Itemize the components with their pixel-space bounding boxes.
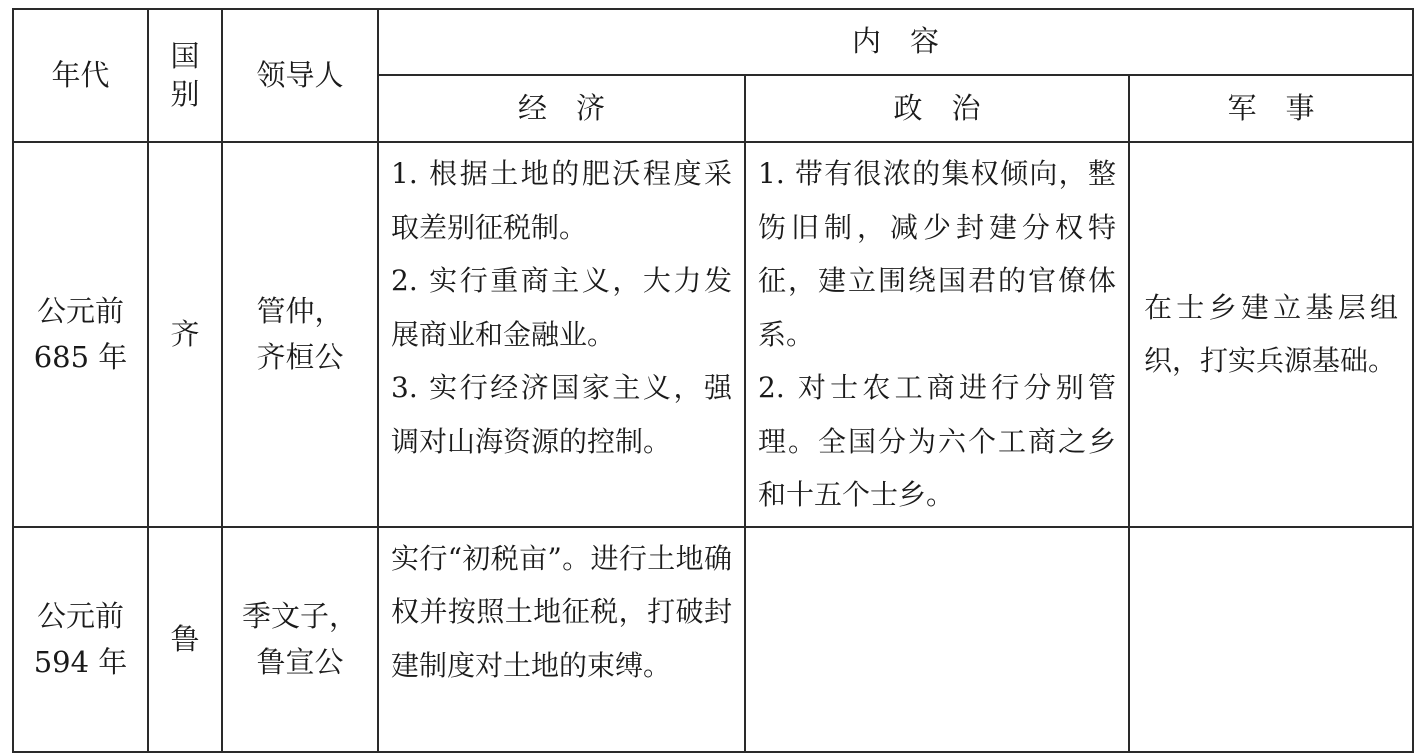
military-cell xyxy=(1129,527,1413,752)
era-line2: 685 年 xyxy=(33,340,128,375)
politics-cell xyxy=(745,527,1129,752)
leader-line1: 管仲， xyxy=(256,293,344,328)
era-line1: 公元前 xyxy=(36,293,124,328)
header-military: 军 事 xyxy=(1129,75,1413,142)
state-cell: 齐 xyxy=(148,142,222,527)
leader-cell xyxy=(222,527,378,752)
table-row xyxy=(13,527,1413,752)
economy-item: 2. 实行重商主义，大力发展商业和金融业。 xyxy=(391,264,732,351)
header-economy: 经 济 xyxy=(378,75,745,142)
leader-line1: 季文子， xyxy=(241,598,358,633)
header-leader: 领导人 xyxy=(222,9,378,142)
leader-line2: 齐桓公 xyxy=(256,340,344,375)
era-cell xyxy=(13,527,148,752)
military-cell: 在士乡建立基层组织，打实兵源基础。 xyxy=(1129,142,1413,527)
state-cell: 鲁 xyxy=(148,527,222,752)
era-line2: 594 年 xyxy=(33,645,128,679)
header-state xyxy=(148,9,222,142)
economy-item: 1. 根据土地的肥沃程度采取差别征税制。 xyxy=(391,157,732,244)
table-row xyxy=(13,142,1413,527)
header-state-line1: 国 xyxy=(170,38,200,73)
header-state-line2: 别 xyxy=(170,76,200,111)
economy-item: 实行“初税亩”。进行土地确权并按照土地征税，打破封建制度对土地的束缚。 xyxy=(391,541,732,682)
leader-line2: 鲁宣公 xyxy=(256,645,344,679)
politics-cell xyxy=(745,142,1129,527)
reform-table xyxy=(12,8,1414,753)
header-content: 内 容 xyxy=(378,9,1413,75)
header-era: 年代 xyxy=(13,9,148,142)
politics-item: 1. 带有很浓的集权倾向，整饬旧制，减少封建分权特征，建立围绕国君的官僚体系。 xyxy=(758,157,1116,351)
politics-item: 2. 对士农工商进行分别管理。全国分为六个工商之乡和十五个士乡。 xyxy=(758,371,1116,511)
era-line1: 公元前 xyxy=(36,598,124,633)
economy-item: 3. 实行经济国家主义，强调对山海资源的控制。 xyxy=(391,371,732,458)
economy-cell xyxy=(378,142,745,527)
era-cell xyxy=(13,142,148,527)
economy-cell xyxy=(378,527,745,752)
leader-cell xyxy=(222,142,378,527)
header-politics: 政 治 xyxy=(745,75,1129,142)
